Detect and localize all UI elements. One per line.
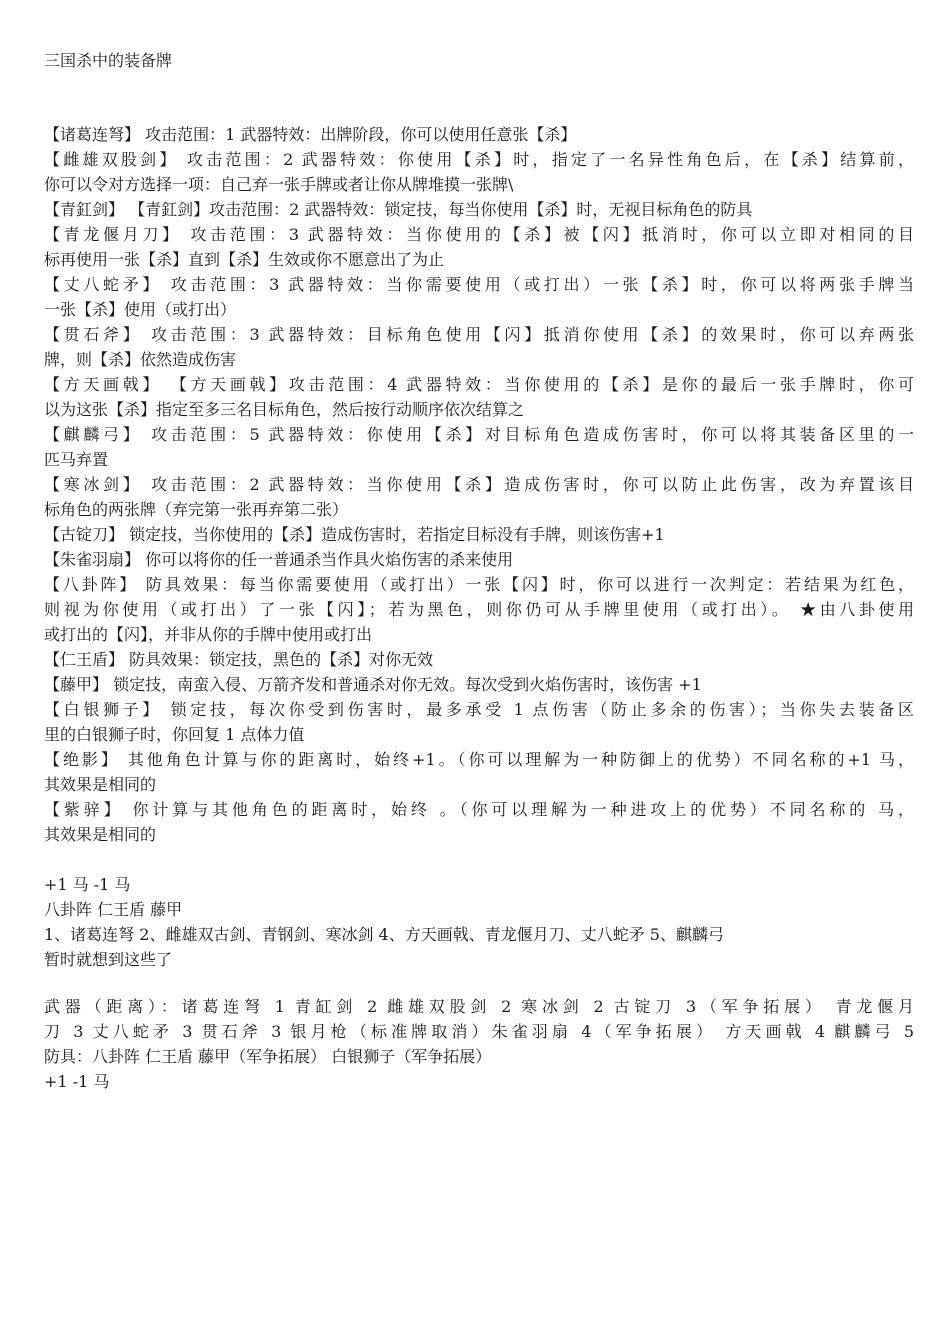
- equipment-line: 【藤甲】 锁定技，南蛮入侵、万箭齐发和普通杀对你无效。每次受到火焰伤害时，该伤害 +1: [44, 675, 702, 694]
- equipment-line: 【丈八蛇矛】 攻击范围：3 武器特效：当你需要使用（或打出）一张【杀】时，你可以将两张手牌当: [44, 275, 914, 294]
- range-line: 防具：八卦阵 仁王盾 藤甲（军争拓展） 白银狮子（军争拓展）: [44, 1047, 492, 1066]
- weapon-range-block: [44, 994, 914, 1094]
- equipment-line: 你可以令对方选择一项：自己弃一张手牌或者让你从牌堆摸一张牌\: [44, 175, 514, 194]
- equipment-line: 【诸葛连弩】 攻击范围：1 武器特效：出牌阶段，你可以使用任意张【杀】: [44, 125, 577, 144]
- equipment-line: 【紫骍】 你计算与其他角色的距离时，始终 。（你可以理解为一种进攻上的优势）不同名称的 马，: [44, 800, 914, 819]
- equipment-line: 【绝影】 其他角色计算与你的距离时，始终+1。（你可以理解为一种防御上的优势）不同名称的+1 马，: [44, 750, 914, 769]
- equipment-line: 标再使用一张【杀】直到【杀】生效或你不愿意出了为止: [44, 250, 445, 269]
- document-title: 三国杀中的装备牌: [44, 51, 173, 70]
- equipment-line: 牌，则【杀】依然造成伤害: [44, 350, 237, 369]
- equipment-line: 其效果是相同的: [44, 775, 157, 794]
- range-line: 刀 3 丈八蛇矛 3 贯石斧 3 银月枪（标准牌取消）朱雀羽扇 4（军争拓展） 方天画戟 4 麒麟弓 5: [44, 1022, 914, 1041]
- equipment-line: 【寒冰剑】 攻击范围：2 武器特效：当你使用【杀】造成伤害时，你可以防止此伤害，改为弃置该目: [44, 475, 914, 494]
- equipment-line: 一张【杀】使用（或打出）: [44, 300, 237, 319]
- summary-line: 暂时就想到这些了: [44, 950, 173, 969]
- equipment-line: 匹马弃置: [44, 450, 109, 469]
- equipment-line: 【方天画戟】 【方天画戟】攻击范围：4 武器特效：当你使用的【杀】是你的最后一张手牌时，你可: [44, 375, 914, 394]
- summary-block: [44, 872, 914, 972]
- equipment-line: 【仁王盾】 防具效果：锁定技，黑色的【杀】对你无效: [44, 650, 434, 669]
- equipment-line: 其效果是相同的: [44, 825, 157, 844]
- equipment-line: 【麒麟弓】 攻击范围：5 武器特效：你使用【杀】对目标角色造成伤害时，你可以将其装备区里的一: [44, 425, 914, 444]
- equipment-line: 【朱雀羽扇】 你可以将你的任一普通杀当作具火焰伤害的杀来使用: [44, 550, 514, 569]
- summary-line: 1、诸葛连弩 2、雌雄双古剑、青钢剑、寒冰剑 4、方天画戟、青龙偃月刀、丈八蛇矛 5、麒麟弓: [44, 925, 724, 944]
- equipment-line: 【古锭刀】 锁定技，当你使用的【杀】造成伤害时，若指定目标没有手牌，则该伤害+1: [44, 525, 665, 544]
- equipment-line: 【贯石斧】 攻击范围：3 武器特效：目标角色使用【闪】抵消你使用【杀】的效果时，你可以弃两张: [44, 325, 914, 344]
- equipment-line: 【白银狮子】 锁定技，每次你受到伤害时，最多承受 1 点伤害（防止多余的伤害）；当你失去装备区: [44, 700, 914, 719]
- equipment-line: 以为这张【杀】指定至多三名目标角色，然后按行动顺序依次结算之: [44, 400, 525, 419]
- range-line: 武器（距离）：诸葛连弩 1 青缸剑 2 雌雄双股剑 2 寒冰剑 2 古锭刀 3（军争拓展） 青龙偃月: [44, 997, 914, 1016]
- equipment-line: 则视为你使用（或打出）了一张【闪】；若为黑色，则你仍可从手牌里使用（或打出）。 ★由八卦使用: [44, 600, 914, 619]
- equipment-line: 【八卦阵】 防具效果：每当你需要使用（或打出）一张【闪】时，你可以进行一次判定：若结果为红色，: [44, 575, 914, 594]
- equipment-line: 或打出的【闪】，并非从你的手牌中使用或打出: [44, 625, 373, 644]
- range-line: +1 -1 马: [44, 1072, 110, 1091]
- summary-line: 八卦阵 仁王盾 藤甲: [44, 900, 183, 919]
- equipment-line: 标角色的两张牌（弃完第一张再弃第二张）: [44, 500, 349, 519]
- equipment-description-block: [44, 122, 914, 847]
- equipment-line: 【青龙偃月刀】 攻击范围：3 武器特效：当你使用的【杀】被【闪】抵消时，你可以立即对相同的目: [44, 225, 914, 244]
- summary-line: +1 马 -1 马: [44, 875, 131, 894]
- equipment-line: 【青釭剑】 【青釭剑】攻击范围：2 武器特效：锁定技，每当你使用【杀】时，无视目标角色的防具: [44, 200, 753, 219]
- equipment-line: 【雌雄双股剑】 攻击范围：2 武器特效：你使用【杀】时，指定了一名异性角色后，在【杀】结算前，: [44, 150, 914, 169]
- equipment-line: 里的白银狮子时，你回复 1 点体力值: [44, 725, 305, 744]
